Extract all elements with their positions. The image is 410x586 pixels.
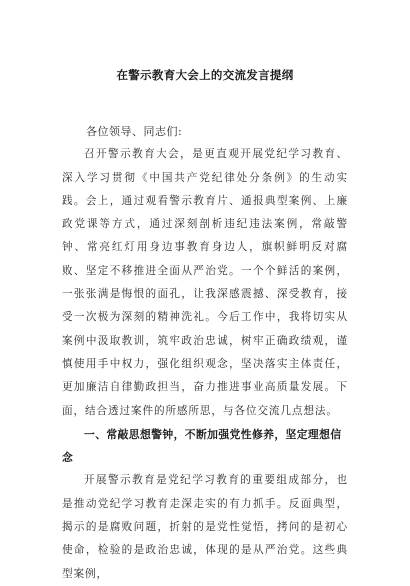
intro-paragraph: 召开警示教育大会，是更直观开展党纪学习教育、深入学习贯彻《中国共产党纪律处分条例》的生动实践。会上，通过观看警示教育片、通报典型案例、上廉政党课等方式，通过深刻剖析违纪违法案例，常敲警钟、常亮红灯用身边事教育身边人，旗帜鲜明反对腐败、坚定不移推进全面从严治党。一个个鲜活的案例，一张张满是悔恨的面孔，让我深感震撼、深受教育，接受一次极为深刻的精神洗礼。今后工作中，我将切实从案例中汲取教训，筑牢政治忠诚，树牢正确政绩观，谨慎使用手中权力，强化组织观念，坚决落实主体责任，更加廉洁自律勤政担当，奋力推进事业高质量发展。下面，结合透过案件的所感所思，与各位交流几点想法。 xyxy=(62,148,348,417)
salutation: 各位领导、同志们: xyxy=(86,125,183,138)
section-paragraph: 开展警示教育是党纪学习教育的重要组成部分，也是推动党纪学习教育走深走实的有力抓手。反面典型，揭示的是腐败问题，折射的是党性觉悟，拷问的是初心使命，检验的是政治忠诚，体现的是从严治党。这些典型案例， xyxy=(62,474,348,580)
document-body xyxy=(62,120,348,586)
section-heading: 一、常敲思想警钟，不断加强党性修养，坚定理想信念 xyxy=(62,427,342,465)
document-title: 在警示教育大会上的交流发言提纲 xyxy=(116,68,294,82)
